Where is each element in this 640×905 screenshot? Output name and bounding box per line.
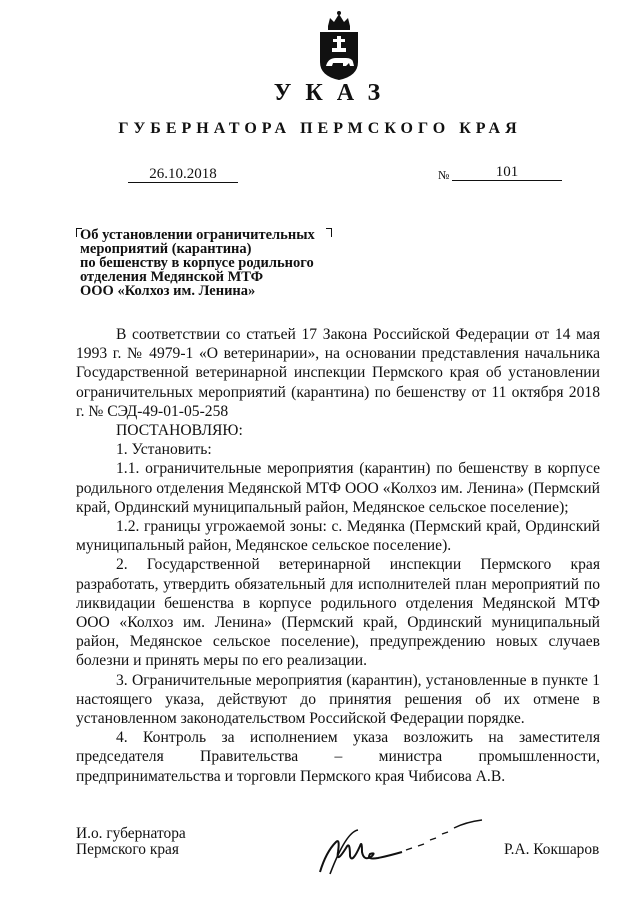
- clause-4: 4. Контроль за исполнением указа возложить на заместителя председателя Правительства – министра промышленности, предпринимательства и торговли Пермского края Чибисова А.В.: [76, 729, 600, 785]
- subject-line: мероприятий (карантина): [80, 241, 252, 257]
- decree-body: [76, 325, 600, 786]
- signer-position-line: Пермского края: [76, 841, 179, 858]
- clause-1-2: 1.2. границы угрожаемой зоны: с. Медянка (Пермский край, Ординский муниципальный район, Медянское сельское поселение).: [76, 518, 600, 555]
- clause-2: 2. Государственной ветеринарной инспекции Пермского края разработать, утвердить обязательный для исполнителей план мероприятий по ликвидации бешенства в корпусе родильного отделения Медянской МТФ ООО «Колхоз им. Ленина» (Пермский край, Ординский муниципальный район, Медянское сельское поселение), предупреждению новых случаев болезни и принять меры по его реализации.: [76, 556, 600, 670]
- governor-title: ГУБЕРНАТОРА ПЕРМСКОГО КРАЯ: [118, 120, 522, 137]
- clause-1-1: 1.1. ограничительные мероприятия (карантин) по бешенству в корпусе родильного отделения Медянской МТФ ООО «Колхоз им. Ленина» (Пермский край, Ординский муниципальный район, Медянское сельское поселение);: [76, 460, 600, 516]
- number-sign: №: [438, 168, 450, 182]
- decree-number: 101: [452, 164, 562, 181]
- subject-line: ООО «Колхоз им. Ленина»: [80, 283, 256, 299]
- decree-title: УКАЗ: [273, 80, 395, 106]
- signature-icon: [316, 812, 486, 882]
- decree-date: 26.10.2018: [128, 166, 238, 183]
- subject-line: по бешенству в корпусе родильного: [80, 255, 314, 271]
- coat-of-arms-icon: [314, 10, 364, 82]
- signer-name: Р.А. Кокшаров: [504, 841, 600, 858]
- subject-line: отделения Медянской МТФ: [80, 269, 264, 285]
- clause-3: 3. Ограничительные мероприятия (карантин), установленные в пункте 1 настоящего указа, действуют до принятия решения об их отмене в установленном законодательством Российской Федерации порядке.: [76, 671, 600, 728]
- decree-subject: [80, 228, 350, 298]
- preamble-paragraph: В соответствии со статьей 17 Закона Российской Федерации от 14 мая 1993 г. № 4979-1 «О ветеринарии», на основании представления начальника Государственной ветеринарной инспекции Пермского края об установлении ограничительных мероприятий (карантина) по бешенству от 11 октября 2018 г. № СЭД-49-01-05-258: [76, 326, 600, 420]
- clause-1: 1. Установить:: [116, 441, 212, 459]
- resolve-heading: ПОСТАНОВЛЯЮ:: [116, 422, 243, 440]
- subject-line: Об установлении ограничительных: [80, 227, 315, 243]
- signer-position-line: И.о. губернатора: [76, 825, 186, 842]
- signer-position: [76, 826, 186, 858]
